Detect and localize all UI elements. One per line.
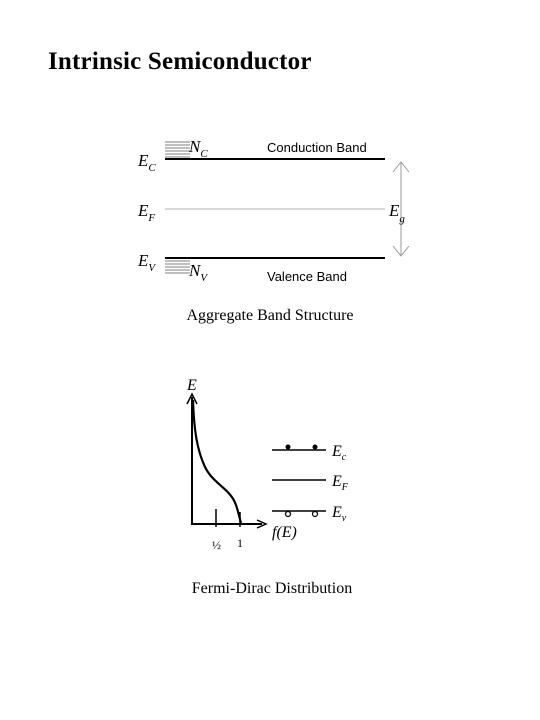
page-title: Intrinsic Semiconductor: [48, 48, 312, 75]
band-structure-caption: Aggregate Band Structure: [186, 307, 354, 324]
fermi-dirac-caption: Fermi-Dirac Distribution: [191, 580, 353, 597]
tick-half-label: ½: [212, 538, 221, 552]
conduction-band-label: Conduction Band: [267, 140, 367, 155]
fd-ev-label: $E_v$: [332, 504, 347, 524]
valence-dos-hatch: [165, 261, 190, 273]
fd-ef-label: $E_F$: [332, 473, 348, 493]
ef-label: $E_F$: [138, 201, 156, 224]
valence-band-label: Valence Band: [267, 269, 347, 284]
tick-one-label: 1: [237, 536, 243, 550]
ev-label: $E_V$: [138, 251, 156, 274]
nc-label: $N_C$: [189, 137, 208, 160]
ec-label: $E_C$: [138, 151, 156, 174]
fermi-x-axis-label: f(E): [272, 524, 297, 541]
fermi-y-axis-label: E: [187, 377, 197, 394]
conduction-dos-hatch: [165, 142, 190, 157]
eg-label: $E_g$: [389, 201, 405, 225]
nv-label: $N_V$: [189, 261, 208, 284]
fd-ec-label: $E_c$: [332, 443, 347, 463]
